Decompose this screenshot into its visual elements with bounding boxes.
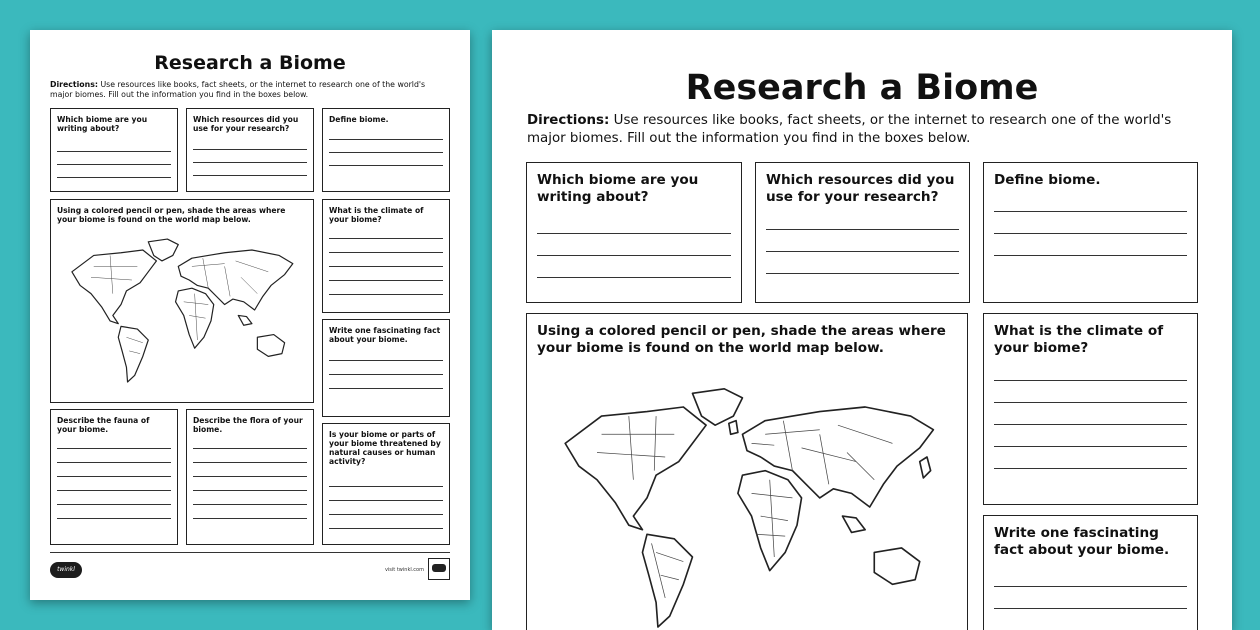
climate-prompt: What is the climate of your biome? [329, 206, 424, 224]
world-map-icon[interactable] [547, 372, 947, 630]
climate-box [983, 313, 1198, 505]
answer-line[interactable] [57, 164, 171, 165]
define-biome-box [983, 162, 1198, 303]
answer-line[interactable] [766, 229, 959, 230]
directions-label: Directions: [50, 80, 98, 89]
threatened-prompt: Is your biome or parts of your biome threatened by natural causes or human activity? [329, 430, 441, 466]
answer-line[interactable] [994, 468, 1187, 469]
answer-line[interactable] [193, 448, 307, 449]
answer-line[interactable] [537, 277, 731, 278]
answer-line[interactable] [766, 251, 959, 252]
answer-line[interactable] [329, 294, 443, 295]
fascinating-fact-box [322, 319, 450, 417]
answer-line[interactable] [193, 149, 307, 150]
answer-line[interactable] [329, 238, 443, 239]
footer-url: visit twinkl.com [384, 567, 424, 573]
fascinating-fact-prompt: Write one fascinating fact about your biome. [329, 326, 441, 344]
answer-line[interactable] [57, 490, 171, 491]
which-resources-box [755, 162, 970, 303]
answer-line[interactable] [766, 273, 959, 274]
twinkl-badge-icon [428, 558, 450, 580]
fascinating-fact-box [983, 515, 1198, 630]
answer-line[interactable] [994, 402, 1187, 403]
answer-line[interactable] [57, 462, 171, 463]
answer-line[interactable] [329, 360, 443, 361]
answer-line[interactable] [537, 233, 731, 234]
answer-line[interactable] [329, 374, 443, 375]
climate-prompt: What is the climate of your biome? [994, 323, 1164, 356]
answer-line[interactable] [193, 504, 307, 505]
answer-line[interactable] [994, 255, 1187, 256]
answer-line[interactable] [329, 266, 443, 267]
answer-line[interactable] [537, 255, 731, 256]
worksheet-title: Research a Biome [685, 68, 1039, 108]
answer-line[interactable] [994, 586, 1187, 587]
answer-line[interactable] [329, 486, 443, 487]
worksheet-thumbnail [30, 30, 470, 600]
twinkl-logo-icon [50, 562, 82, 578]
answer-line[interactable] [329, 139, 443, 140]
answer-line[interactable] [994, 380, 1187, 381]
answer-line[interactable] [994, 608, 1187, 609]
answer-line[interactable] [193, 518, 307, 519]
answer-line[interactable] [193, 490, 307, 491]
which-resources-prompt: Which resources did you use for your research? [193, 115, 299, 133]
answer-line[interactable] [994, 446, 1187, 447]
answer-line[interactable] [193, 476, 307, 477]
which-biome-box [50, 108, 178, 192]
directions-text: Use resources like books, fact sheets, or the internet to research one of the world's major biomes. Fill out the information you find in the boxes below. [527, 113, 1172, 146]
answer-line[interactable] [994, 233, 1187, 234]
map-instructions-prompt: Using a colored pencil or pen, shade the areas where your biome is found on the world map below. [537, 323, 946, 356]
logo-text: twinkl [57, 566, 75, 573]
directions-label: Directions: [527, 113, 610, 128]
answer-line[interactable] [57, 448, 171, 449]
map-box [50, 199, 314, 403]
fauna-box [50, 409, 178, 545]
answer-line[interactable] [329, 528, 443, 529]
answer-line[interactable] [329, 514, 443, 515]
answer-line[interactable] [57, 151, 171, 152]
answer-line[interactable] [329, 165, 443, 166]
answer-line[interactable] [329, 388, 443, 389]
fauna-prompt: Describe the fauna of your biome. [57, 416, 150, 434]
answer-line[interactable] [994, 424, 1187, 425]
answer-line[interactable] [329, 252, 443, 253]
threatened-box [322, 423, 450, 545]
worksheet-title: Research a Biome [154, 52, 346, 74]
define-biome-prompt: Define biome. [994, 172, 1101, 188]
world-map-icon[interactable] [61, 230, 301, 390]
directions [527, 112, 1192, 148]
climate-box [322, 199, 450, 313]
answer-line[interactable] [329, 280, 443, 281]
flora-box [186, 409, 314, 545]
map-box [526, 313, 968, 630]
which-biome-prompt: Which biome are you writing about? [537, 172, 699, 205]
answer-line[interactable] [193, 162, 307, 163]
which-resources-prompt: Which resources did you use for your research? [766, 172, 955, 205]
answer-line[interactable] [994, 211, 1187, 212]
define-biome-prompt: Define biome. [329, 115, 389, 124]
which-biome-box [526, 162, 742, 303]
answer-line[interactable] [57, 518, 171, 519]
answer-line[interactable] [57, 504, 171, 505]
directions [50, 80, 450, 100]
answer-line[interactable] [193, 462, 307, 463]
define-biome-box [322, 108, 450, 192]
answer-line[interactable] [57, 177, 171, 178]
map-instructions-prompt: Using a colored pencil or pen, shade the areas where your biome is found on the world map below. [57, 206, 286, 224]
which-biome-prompt: Which biome are you writing about? [57, 115, 148, 133]
answer-line[interactable] [329, 152, 443, 153]
which-resources-box [186, 108, 314, 192]
worksheet-zoomed [492, 30, 1232, 630]
footer-rule [50, 552, 450, 553]
answer-line[interactable] [193, 175, 307, 176]
fascinating-fact-prompt: Write one fascinating fact about your biome. [994, 525, 1170, 558]
flora-prompt: Describe the flora of your biome. [193, 416, 303, 434]
answer-line[interactable] [329, 500, 443, 501]
answer-line[interactable] [57, 476, 171, 477]
directions-text: Use resources like books, fact sheets, or the internet to research one of the world's major biomes. Fill out the information you find in the boxes below. [50, 80, 426, 99]
